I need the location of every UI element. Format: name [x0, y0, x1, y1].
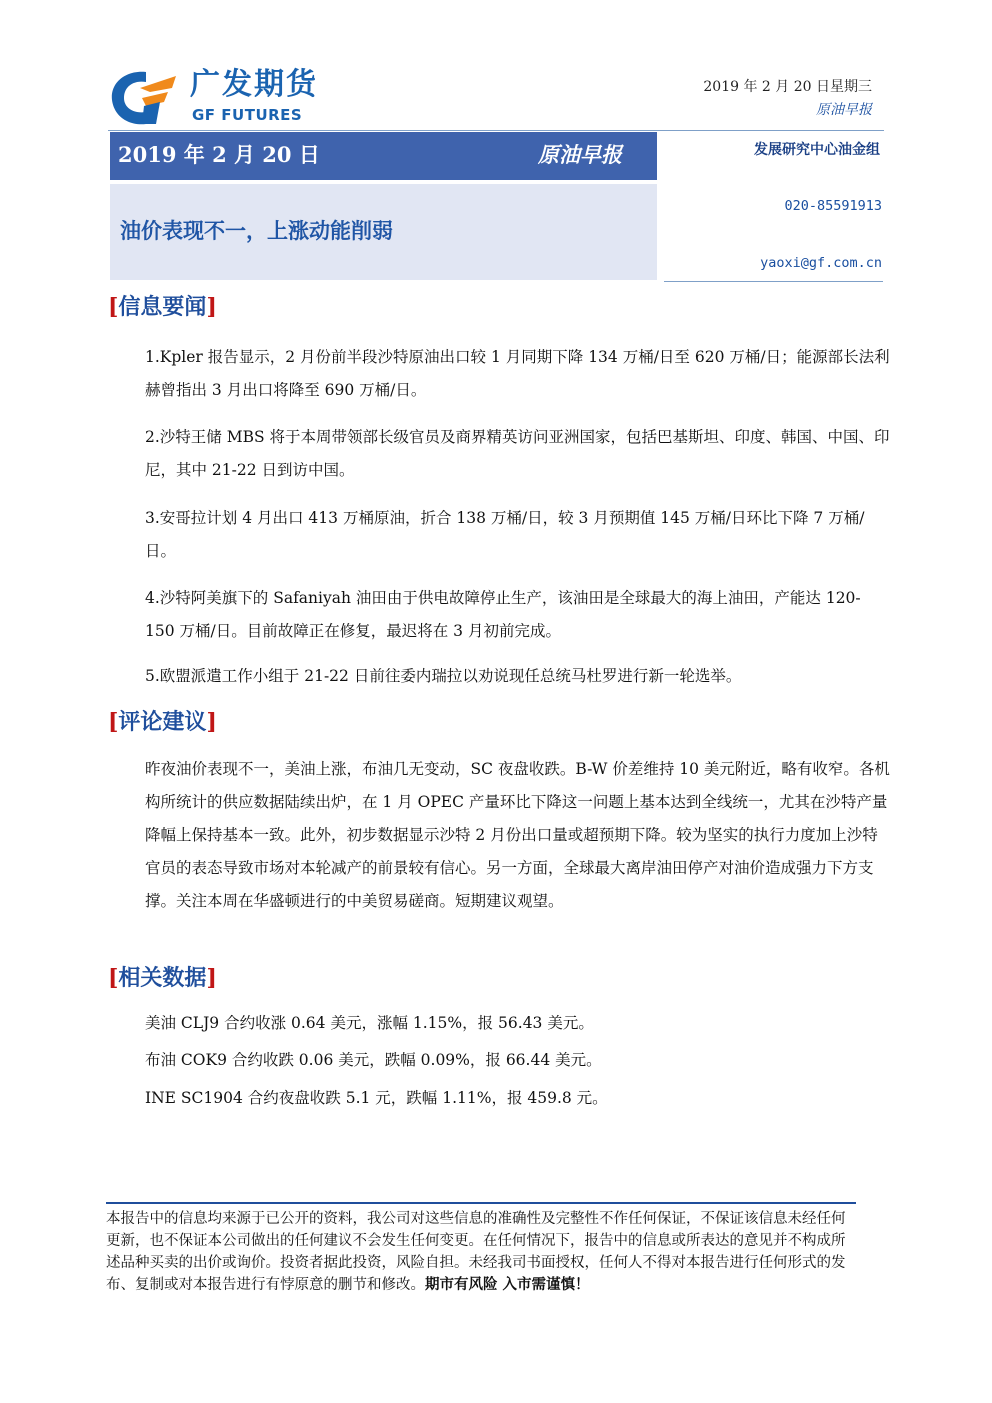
title-band-report-type: 原油早报 — [538, 142, 622, 167]
data-item: INE SC1904 合约夜盘收跌 5.1 元，跌幅 1.11%，报 459.8 元。 — [145, 1089, 608, 1107]
news-item: 1.Kpler 报告显示，2 月份前半段沙特原油出口较 1 月同期下降 134 万桶/日至 620 万桶/日；能源部长法利赫曾指出 3 月出口将降至 690 万桶/日。 — [145, 348, 890, 399]
department-name: 发展研究中心油金组 — [754, 142, 880, 158]
gf-logo-icon — [106, 66, 182, 128]
news-item: 3.安哥拉计划 4 月出口 413 万桶原油，折合 138 万桶/日，较 3 月预期值 145 万桶/日环比下降 7 万桶/日。 — [145, 509, 865, 560]
title-band-date: 2019 年 2 月 20 日 — [118, 142, 320, 167]
news-item: 5.欧盟派遣工作小组于 21-22 日前往委内瑞拉以劝说现任总统马杜罗进行新一轮选举。 — [145, 667, 742, 685]
news-item: 2.沙特王储 MBS 将于本周带领部长级官员及商界精英访问亚洲国家，包括巴基斯坦、印度、韩国、中国、印尼，其中 21-22 日到访中国。 — [145, 428, 890, 479]
contact-phone: 020-85591913 — [784, 198, 882, 214]
header-divider — [108, 130, 884, 131]
section-heading-data: [相关数据] — [108, 965, 217, 991]
section-heading-comment: [评论建议] — [108, 709, 217, 735]
disclaimer-footer — [106, 1202, 856, 1296]
contact-email[interactable]: yaoxi@gf.com.cn — [760, 255, 882, 271]
logo-text-cn: 广发期货 — [190, 67, 318, 102]
data-item: 美油 CLJ9 合约收涨 0.64 美元，涨幅 1.15%，报 56.43 美元。 — [145, 1014, 594, 1032]
risk-warning: 期市有风险 入市需谨慎！ — [425, 1276, 590, 1293]
data-item: 布油 COK9 合约收跌 0.06 美元，跌幅 0.09%，报 66.44 美元。 — [145, 1051, 602, 1069]
section-heading-news: [信息要闻] — [108, 294, 217, 320]
header-date: 2019 年 2 月 20 日星期三 — [703, 79, 872, 95]
contact-divider — [664, 281, 883, 282]
disclaimer-text: 本报告中的信息均来源于已公开的资料，我公司对这些信息的准确性及完整性不作任何保证，不保证该信息未经任何更新，也不保证本公司做出的任何建议不会发生任何变更。在任何情况下，报告中的信息或所表达的意见并不构成所述品种买卖的出价或询价。投资者据此投资，风险自担。未经我司书面授权，任何人不得对本报告进行任何形式的发布、复制或对本报告进行有悖原意的删节和修改。 — [106, 1211, 846, 1293]
news-item: 4.沙特阿美旗下的 Safaniyah 油田由于供电故障停止生产，该油田是全球最大的海上油田，产能达 120-150 万桶/日。目前故障正在修复，最迟将在 3 月初前完成。 — [145, 589, 861, 640]
logo-text-en: GF FUTURES — [192, 106, 303, 124]
header-report-type: 原油早报 — [816, 102, 872, 118]
report-headline: 油价表现不一，上涨动能削弱 — [120, 218, 393, 243]
comment-text: 昨夜油价表现不一，美油上涨，布油几无变动，SC 夜盘收跌。B-W 价差维持 10 美元附近，略有收窄。各机构所统计的供应数据陆续出炉，在 1 月 OPEC 产量环比下降这一问题上基本达到全线统一，尤其在沙特产量降幅上保持基本一致。此外，初步数据显示沙特 2 月份出口量或超预期下降。较为坚实的执行力度加上沙特官员的表态导致市场对本轮减产的前景较有信心。另一方面，全球最大离岸油田停产对油价造成强力下方支撑。关注本周在华盛顿进行的中美贸易磋商。短期建议观望。 — [145, 760, 890, 910]
